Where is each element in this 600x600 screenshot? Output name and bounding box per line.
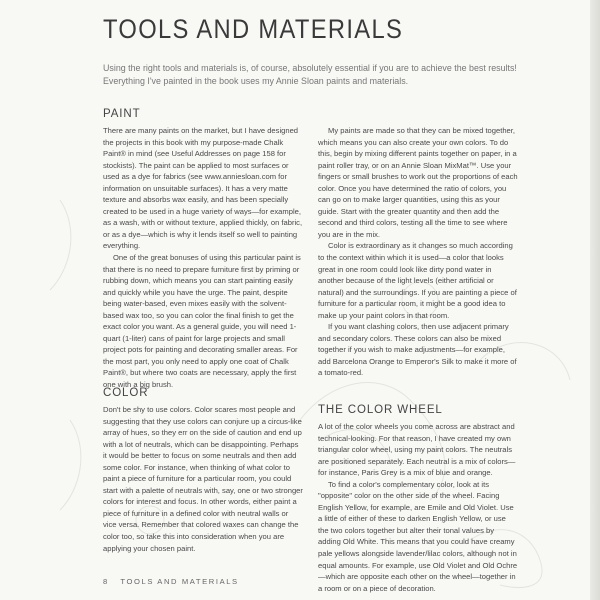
paragraph: One of the great bonuses of using this particular paint is that there is no need to prepare furniture first by priming or rubbing down, which means you can start painting easily and quickly while you have the urge. The paint, despite being water-based, even mixes easily with the solvent-based wax too, so you can color the final finish to get the exact color you want. As a general guide, you will need 1-quart (1-liter) cans of paint for large projects and small project pots for painting and decorating smaller areas. For the most part, you only need to apply one coat of Chalk Paint®, but where two coats are necessary, apply the first one with a big brush. — [103, 253, 301, 390]
book-spine-shadow — [590, 0, 600, 600]
running-head: TOOLS AND MATERIALS — [120, 577, 239, 586]
page-footer — [103, 577, 239, 586]
paint-column-right — [318, 125, 518, 379]
page-number: 8 — [103, 577, 109, 586]
paint-column-left — [103, 125, 303, 391]
color-heading: COLOR — [103, 387, 149, 399]
color-wheel-heading: THE COLOR WHEEL — [318, 404, 443, 416]
color-wheel-column — [318, 421, 518, 594]
paragraph: There are many paints on the market, but I have designed the projects in this book with my purpose-made Chalk Paint® in mind (see Useful Addresses on page 158 for stockists). The paint can be applied to most surfaces or used as a dye for fabrics (see www.anniesloan.com for information on unsuitable surfaces). It has a very matte texture and absorbs wax easily, and has been specially created to be used in a huge variety of ways—for example, as a wash, with or without texture, applied thickly, on fabric, or as a dye—which is why it lends itself so well to painting everything. — [103, 126, 303, 251]
paragraph: If you want clashing colors, then use adjacent primary and secondary colors. These colors can also be mixed together if you wish to make adjustments—for example, add Barcelona Orange to Emperor's Silk to make it more of a tomato-red. — [318, 322, 517, 378]
paragraph: Don't be shy to use colors. Color scares most people and suggesting that they use colors can conjure up a circus-like array of hues, so they err on the side of caution and end up with a lot of neutrals, which can be disappointing. Perhaps it would be better to focus on some neutrals and then add some color. For instance, when thinking of what color to paint a piece of furniture for a particular room, you could start with a palette of neutrals with, say, one or two stronger colors for interest and focus. In other words, either paint a piece of furniture in a defined color with neutral walls or vice versa. Remember that colored waxes can change the color too, so take this into consideration when you are applying your chosen paint. — [103, 405, 303, 553]
paint-heading: PAINT — [103, 108, 141, 120]
paragraph: A lot of the color wheels you come across are abstract and technical-looking. For that reason, I have created my own triangular color wheel, using my paint colors. The neutrals are positioned separately. Each neutral is a mix of colors—for instance, Paris Grey is a mix of blue and orange. — [318, 422, 516, 478]
intro-paragraph: Using the right tools and materials is, of course, absolutely essential if you are to achieve the best results! Everything I've painted in the book uses my Annie Sloan paints and materials. — [103, 63, 517, 86]
paragraph: My paints are made so that they can be mixed together, which means you can also create your own colors. To do this, begin by mixing different paints together on paper, in a paint roller tray, or on an Annie Sloan MixMat™. Use your fingers or small brushes to work out the proportions of each color. Once you have determined the ratio of colors, you can go on to make larger quantities, using this as your guide. Start with the greater quantity and then add the second and third colors, testing all the time to see where you are in the mix. — [318, 126, 518, 239]
paragraph: Color is extraordinary as it changes so much according to the context within which it is used—a color that looks great in one room could look like dirty pond water in another because of the light levels (either artificial or natural) and the surroundings. If you are painting a piece of furniture for a particular room, it might be a good idea to make up your paint colors in that room. — [318, 241, 517, 320]
page-title: TOOLS AND MATERIALS — [103, 14, 404, 44]
paragraph: To find a color's complementary color, look at its "opposite" color on the other side of the wheel. Facing English Yellow, for example, are Emile and Old Violet. Use a little of either of these to darken English Yellow, or use the two colors together but alter their tonal values by adding Old White. This means that you could have creamy pale yellows alongside lavender/lilac colors, although not in equal amounts. For example, use Old Violet and Old Ochre—which are opposite each other on the wheel—together in a room or on a piece of decoration. — [318, 479, 518, 593]
color-column — [103, 404, 303, 554]
